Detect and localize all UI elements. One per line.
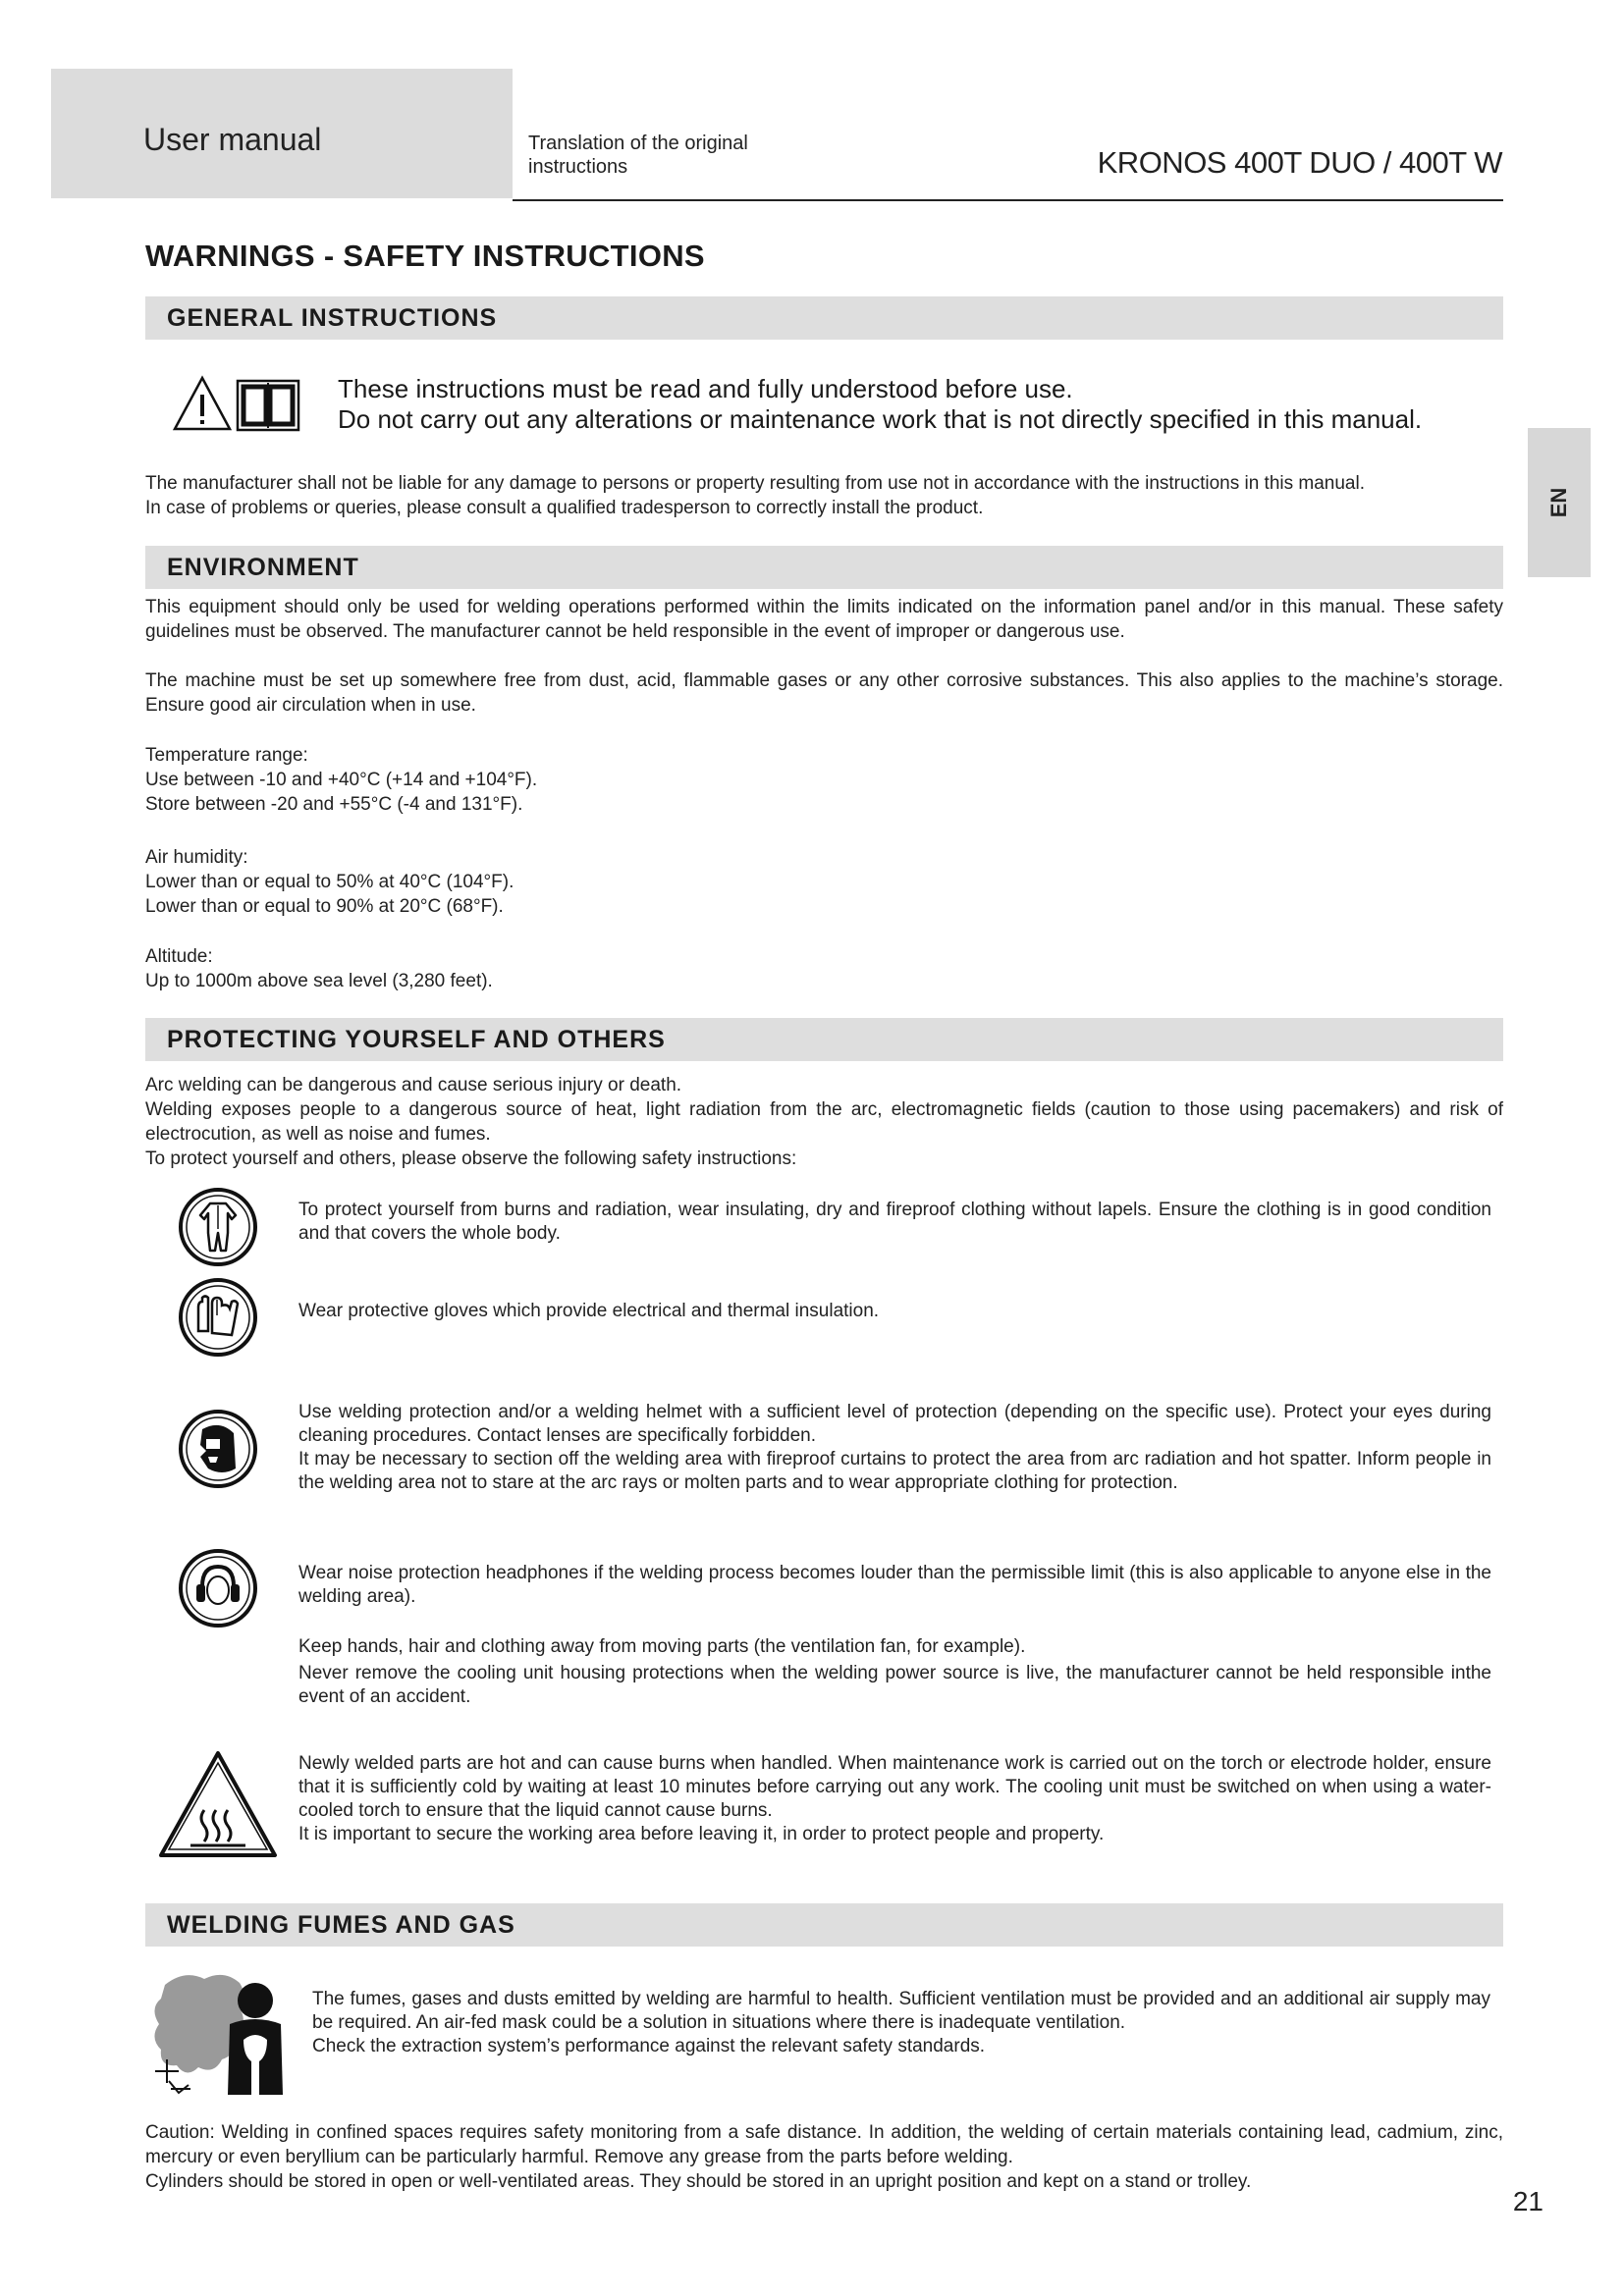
section-environment-heading: ENVIRONMENT <box>167 554 359 581</box>
general-notice <box>338 374 1422 435</box>
section-general-heading: GENERAL INSTRUCTIONS <box>167 304 498 332</box>
general-notice-line: These instructions must be read and fully understood before use. <box>338 374 1073 403</box>
section-environment-heading-bar <box>145 546 1503 589</box>
humidity-line: Air humidity: <box>145 847 248 868</box>
general-body-line: In case of problems or queries, please consult a qualified tradesperson to correctly install the product. <box>145 498 984 518</box>
environment-temperature <box>145 743 1503 817</box>
protective-gloves-icon <box>177 1276 259 1359</box>
environment-altitude <box>145 944 1503 993</box>
moving-parts-instruction <box>298 1635 1491 1709</box>
protecting-intro-line: Arc welding can be dangerous and cause serious injury or death. <box>145 1075 682 1095</box>
fumes-caution-part: Caution: Welding in confined spaces requires safety monitoring from a safe distance. In addition, the welding of certain materials containing lead, cadmium, zinc, mercury or even beryllium can be particularly harmful. Remove any grease from the parts before welding. <box>145 2122 1503 2167</box>
page-number: 21 <box>1512 2186 1543 2216</box>
clothing-instruction: To protect yourself from burns and radiation, wear insulating, dry and fireproof clothing without lapels. Ensure the clothing is in good condition and that covers the whole body. <box>298 1200 1491 1244</box>
warning-triangle-icon <box>172 375 233 432</box>
section-general-heading-bar <box>145 296 1503 340</box>
helmet-instruction-part: It may be necessary to section off the welding area with fireproof curtains to protect the area from arc radiation and hot spatter. Inform people in the welding area not to stare at the arc rays or molten parts and to wear appropriate clothing for protection. <box>298 1449 1491 1493</box>
header-rule <box>513 199 1503 201</box>
altitude-line: Altitude: <box>145 946 213 967</box>
temperature-line: Use between -10 and +40°C (+14 and +104°F). <box>145 770 538 790</box>
general-body-line: The manufacturer shall not be liable for any damage to persons or property resulting from use not in accordance with the instructions in this manual. <box>145 473 1365 494</box>
protecting-intro-line: To protect yourself and others, please observe the following safety instructions: <box>145 1148 797 1169</box>
section-fumes-heading-bar <box>145 1903 1503 1947</box>
moving-parts-part: Keep hands, hair and clothing away from moving parts (the ventilation fan, for example). <box>298 1636 1026 1657</box>
fumes-instruction-part: The fumes, gases and dusts emitted by welding are harmful to health. Sufficient ventilation must be provided and an additional air supply may be required. An air-fed mask could be a solution in situations where there is inadequate ventilation. <box>312 1989 1490 2033</box>
environment-paragraph-1: This equipment should only be used for welding operations performed within the limits indicated on the information panel and/or in this manual. These safety guidelines must be observed. The manufacturer cannot be held responsible in the event of improper or dangerous use. <box>145 597 1503 642</box>
welding-helmet-icon <box>177 1408 259 1490</box>
noise-instruction: Wear noise protection headphones if the welding process becomes louder than the permissible limit (this is also applicable to anyone else in the welding area). <box>298 1563 1491 1607</box>
protective-clothing-icon <box>177 1186 259 1268</box>
general-notice-line: Do not carry out any alterations or maintenance work that is not directly specified in this manual. <box>338 404 1423 434</box>
section-protecting-heading-bar <box>145 1018 1503 1061</box>
fumes-instruction <box>312 1988 1490 2058</box>
page-title: WARNINGS - SAFETY INSTRUCTIONS <box>145 239 705 273</box>
section-protecting-heading: PROTECTING YOURSELF AND OTHERS <box>167 1026 666 1053</box>
environment-humidity <box>145 845 1503 919</box>
gloves-instruction: Wear protective gloves which provide electrical and thermal insulation. <box>298 1301 880 1321</box>
header-doc-type: User manual <box>143 122 322 157</box>
helmet-instruction <box>298 1401 1491 1495</box>
hot-parts-part: Newly welded parts are hot and can cause burns when handled. When maintenance work is carried out on the torch or electrode holder, ensure that it is sufficiently cold by waiting at least 10 minutes before carrying out any work. The cooling unit must be switched on when using a water-cooled torch to ensure that the liquid cannot cause burns. <box>298 1753 1491 1821</box>
humidity-line: Lower than or equal to 50% at 40°C (104°F). <box>145 872 514 892</box>
hot-surface-warning-icon <box>157 1749 279 1859</box>
header-subtitle-line: instructions <box>528 156 628 178</box>
language-tab <box>1528 428 1591 577</box>
header-model: KRONOS 400T DUO / 400T W <box>1097 145 1502 180</box>
section-fumes-heading: WELDING FUMES AND GAS <box>167 1911 515 1939</box>
altitude-line: Up to 1000m above sea level (3,280 feet). <box>145 971 493 991</box>
protecting-intro-line: Welding exposes people to a dangerous source of heat, light radiation from the arc, electromagnetic fields (caution to those using pacemakers) and risk of electrocution, as well as noise and fumes. <box>145 1099 1503 1145</box>
read-manual-book-icon <box>236 379 300 432</box>
temperature-line: Store between -20 and +55°C (-4 and 131°F). <box>145 794 523 815</box>
temperature-line: Temperature range: <box>145 745 308 766</box>
helmet-instruction-part: Use welding protection and/or a welding helmet with a sufficient level of protection (depending on the specific use). Protect your eyes during cleaning procedures. Contact lenses are specifically forbidden. <box>298 1402 1491 1446</box>
hot-parts-instruction <box>298 1752 1491 1846</box>
fumes-caution <box>145 2120 1503 2194</box>
fumes-caution-part: Cylinders should be stored in open or well-ventilated areas. They should be stored in an upright position and kept on a stand or trolley. <box>145 2171 1252 2192</box>
environment-paragraph-2: The machine must be set up somewhere free from dust, acid, flammable gases or any other corrosive substances. This also applies to the machine’s storage. Ensure good air circulation when in use. <box>145 670 1503 716</box>
hot-parts-part: It is important to secure the working area before leaving it, in order to protect people and property. <box>298 1824 1105 1844</box>
header-doc-type-box <box>51 69 513 198</box>
language-tab-label: EN <box>1546 487 1571 518</box>
fumes-instruction-part: Check the extraction system’s performance against the relevant safety standards. <box>312 2036 986 2056</box>
general-body <box>145 471 1503 520</box>
moving-parts-part: Never remove the cooling unit housing protections when the welding power source is live, the manufacturer cannot be held responsible inthe event of an accident. <box>298 1663 1491 1707</box>
welding-fumes-icon <box>145 1965 302 2103</box>
humidity-line: Lower than or equal to 90% at 20°C (68°F). <box>145 896 504 917</box>
header-subtitle <box>528 132 823 179</box>
header-subtitle-line: Translation of the original <box>528 133 748 154</box>
protecting-intro <box>145 1073 1503 1171</box>
ear-protection-icon <box>177 1547 259 1629</box>
